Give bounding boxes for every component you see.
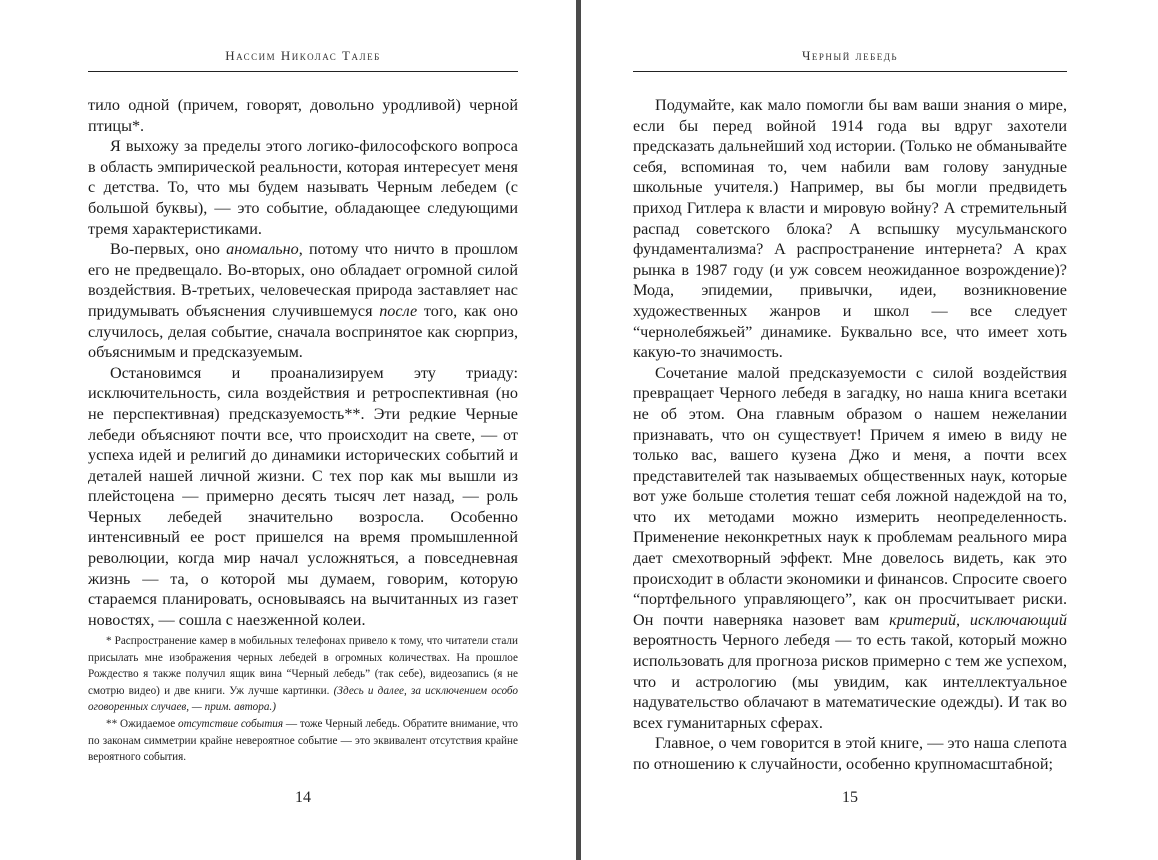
footnote <box>88 633 518 716</box>
footnote-text: * Распространение камер в мобильных телефонах привело к тому, что читатели стали присылать мне изображения черных лебедей в огромных количествах. На прошлое Рождество я также получил ящик вина “Черный лебедь” (так себе), видеозапись (я не смотрю видео) и две книги. Уж лучше картинки. <box>88 635 518 697</box>
paragraph: тило одной (причем, говорят, довольно уродливой) черной птицы*. <box>88 96 518 135</box>
header-rule <box>88 71 518 72</box>
right-body-text <box>633 95 1067 775</box>
paragraph: Подумайте, как мало помогли бы вам ваши знания о мире, если бы перед войной 1914 года вы вдруг захотели предсказать дальнейший ход истории. (Только не обманывайте себя, вспоминая то, чем набили вам голову занудные школьные учителя.) Например, вы бы могли предвидеть приход Гитлера к власти и мировую войну? А стремительный распад советского блока? А вспышку мусульманского фундаментализма? А распространение интернета? А крах рынка в 1987 году (и уж совсем неожиданное возрождение)? Мода, эпидемии, привычки, идеи, возникновение художественных жанров и школ — все следует “чернолебяжьей” динамике. Буквально все, что имеет хоть какую-то значимость. <box>633 96 1067 362</box>
emphasis: критерий, исключающий <box>889 610 1067 629</box>
footnote-text: — тоже Черный лебедь. Обратите внимание, что по законам симметрии крайне невероятное событие — это эквивалент отсутствия крайне вероятного события. <box>88 717 518 764</box>
header-rule <box>633 71 1067 72</box>
footnote-text: ** Ожидаемое <box>106 717 178 730</box>
emphasis: после <box>379 301 418 320</box>
footnote-emphasis: (Здесь и далее, за исключением особо оговоренных случаев, — прим. автора.) <box>88 684 519 714</box>
text-run: того, как оно случилось, делая событие, сначала воспринятое как сюрприз, объяснимым и предсказуемым. <box>88 301 518 362</box>
running-header-title: Черный лебедь <box>801 48 899 63</box>
text-run: , потому что ничто в прошлом его не предвещало. Во-вторых, оно обладает огромной силой воздействия. В-третьих, человеческая природа заставляет нас придумывать объяснения случившемуся <box>88 240 518 320</box>
paragraph: Остановимся и проанализируем эту триаду: исключительность, сила воздействия и ретроспективная (но не перспективная) предсказуемость**. Эти редкие Черные лебеди объясняют почти все, что происходит на свете, — от успеха идей и религий до динамики исторических событий и деталей нашей личной жизни. С тех пор как мы вышли из плейстоцена — примерно десять тысяч лет назад, — роль Черных лебедей значительно возросла. Особенно интенсивный ее рост пришелся на время промышленной революции, когда мир начал усложняться, а повседневная жизнь — та, о которой мы думаем, говорим, которую стараемся планировать, основываясь на вычитанных из газет новостях, — сошла с наезженной колеи. <box>88 363 518 629</box>
paragraph: Я выхожу за пределы этого логико-философского вопроса в область эмпирической реальности, которая интересует меня с детства. То, что мы будем называть Черным лебедем (с большой буквы), — это событие, обладающее следующими тремя характеристиками. <box>88 137 518 238</box>
page-number: 14 <box>295 789 311 806</box>
footnote <box>88 716 518 766</box>
text-run: вероятность Черного лебедя — то есть такой, который можно использовать для прогноза рисков примерно с тем же успехом, что и астрологию (мы увидим, как интеллектуальное надувательство облачают в математические одежды). И так во всех гуманитарных сферах. <box>633 631 1067 732</box>
text-run: Во-первых, оно <box>110 240 227 259</box>
right-page <box>581 0 1158 860</box>
left-body-text <box>88 95 518 630</box>
text-run: Сочетание малой предсказуемости с силой воздействия превращает Черного лебедя в загадку, но наша книга всетаки не об этом. Она главным образом о нашем нежелании признавать, что он существует! Причем я имею в виду не только вас, вашего кузена Джо и меня, а почти всех представителей так называемых общественных наук, которые вот уже больше столетия тешат себя ложной надеждой на то, что их методами можно измерить неопределенность. Применение неконкретных наук к проблемам реального мира дает смехотворный эффект. Мне довелось видеть, как это происходит в области экономики и финансов. Спросите своего “портфельного управляющего”, как он просчитывает риски. Он почти наверняка назовет вам <box>633 363 1067 629</box>
running-header-author: Нассим Николас Талеб <box>225 48 381 63</box>
page-number: 15 <box>842 789 858 806</box>
left-page <box>0 0 577 860</box>
paragraph <box>88 239 518 363</box>
paragraph: Главное, о чем говорится в этой книге, — это наша слепота по отношению к случайности, особенно крупномасштабной; <box>633 734 1067 773</box>
footnotes <box>88 633 518 766</box>
paragraph <box>633 363 1067 734</box>
footnote-emphasis: отсутствие события <box>178 717 284 730</box>
emphasis: аномально <box>226 240 299 259</box>
